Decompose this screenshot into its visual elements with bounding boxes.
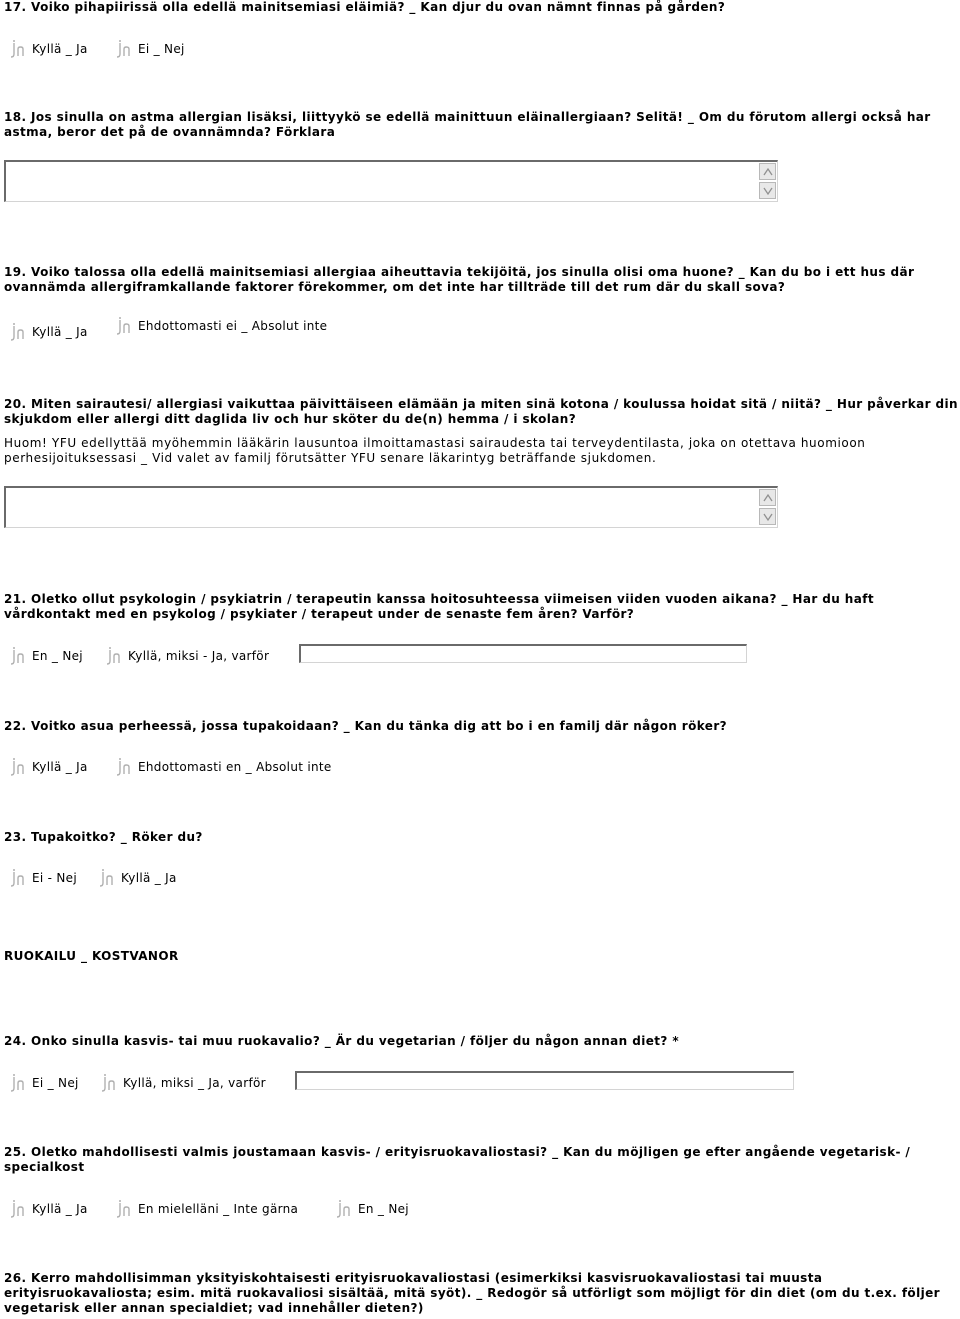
option-label: Kyllä _ Ja xyxy=(32,1202,88,1216)
option-label: Kyllä _ Ja xyxy=(32,760,88,774)
scroll-down-arrow-icon[interactable] xyxy=(759,182,776,199)
option-label: En _ Nej xyxy=(358,1202,409,1216)
option-label: Ehdottomasti ei _ Absolut inte xyxy=(138,318,328,333)
radio-button-icon[interactable] xyxy=(8,646,28,666)
radio-button-icon[interactable] xyxy=(8,39,28,59)
question-23: 23. Tupakoitko? _ Röker du? xyxy=(4,830,203,844)
radio-button-icon[interactable] xyxy=(334,1199,354,1219)
option-label: Kyllä _ Ja xyxy=(121,871,177,885)
radio-button-icon[interactable] xyxy=(114,757,134,777)
radio-button-icon[interactable] xyxy=(8,322,28,342)
health-note: Huom! YFU edellyttää myöhemmin lääkärin lausuntoa ilmoittamastasi sairaudesta tai terveydentilasta, joka on otettava huomioon perhesijoituksessasi _ Vid valet av familj förutsätter YFU senare läkarintyg beträffande sjukdomen. xyxy=(4,436,866,465)
reason-input-q24[interactable] xyxy=(295,1071,794,1090)
radio-button-icon[interactable] xyxy=(8,1199,28,1219)
radio-button-icon[interactable] xyxy=(99,1073,119,1093)
scroll-up-arrow-icon[interactable] xyxy=(759,163,776,180)
question-19: 19. Voiko talossa olla edellä mainitsemiasi allergiaa aiheuttavia tekijöitä, jos sinulla olisi oma huone? _ Kan du bo i ett hus där ovannämda allergiframkallande faktorer förekommer, om det inte har tillträde till det rum där du skall sova? xyxy=(4,265,915,294)
scroll-down-arrow-icon[interactable] xyxy=(759,508,776,525)
option-q19-absolutely-not[interactable] xyxy=(114,316,328,336)
option-label: Ei _ Nej xyxy=(32,1076,79,1090)
question-18: 18. Jos sinulla on astma allergian lisäksi, liittyykö se edellä mainittuun eläinallergiaan? Selitä! _ Om du förutom allergi också har astma, beror det på de ovannämnda? Förklara xyxy=(4,110,931,139)
question-25: 25. Oletko mahdollisesti valmis joustamaan kasvis- / erityisruokavaliostasi? _ Kan du möjligen ge efter angående vegetarisk- / specialkost xyxy=(4,1145,911,1174)
option-q25-no[interactable] xyxy=(334,1199,409,1219)
answer-textarea-q18[interactable] xyxy=(4,160,778,202)
option-label: Ehdottomasti en _ Absolut inte xyxy=(138,760,332,774)
option-label: Kyllä _ Ja xyxy=(32,325,88,339)
option-label: Kyllä, miksi _ Ja, varför xyxy=(123,1076,266,1090)
question-17: 17. Voiko pihapiirissä olla edellä mainitsemiasi eläimiä? _ Kan djur du ovan nämnt finnas på gården? xyxy=(4,0,726,14)
section-heading-food-habits: RUOKAILU _ KOSTVANOR xyxy=(4,949,179,963)
option-q24-yes-why[interactable] xyxy=(99,1073,266,1093)
option-q23-no[interactable] xyxy=(8,868,77,888)
option-label: Kyllä, miksi - Ja, varför xyxy=(128,649,270,663)
option-q24-no[interactable] xyxy=(8,1073,79,1093)
radio-button-icon[interactable] xyxy=(104,646,124,666)
option-q21-yes-why[interactable] xyxy=(104,646,269,666)
option-label: Ei _ Nej xyxy=(138,42,185,56)
option-q25-yes[interactable] xyxy=(8,1199,88,1219)
question-20: 20. Miten sairautesi/ allergiasi vaikuttaa päivittäiseen elämään ja miten sinä kotona / koulussa hoidat sitä / niitä? _ Hur påverkar din skjukdom eller allergi ditt daglida liv och hur sköter du de(n) hemma / i skolan? xyxy=(4,397,958,426)
option-q23-yes[interactable] xyxy=(97,868,177,888)
option-label: En _ Nej xyxy=(32,649,83,663)
radio-button-icon[interactable] xyxy=(8,757,28,777)
option-q19-yes[interactable] xyxy=(8,322,88,342)
radio-button-icon[interactable] xyxy=(114,1199,134,1219)
radio-button-icon[interactable] xyxy=(97,868,117,888)
answer-textarea-q20[interactable] xyxy=(4,486,778,528)
radio-button-icon[interactable] xyxy=(8,868,28,888)
question-21: 21. Oletko ollut psykologin / psykiatrin / terapeutin kanssa hoitosuhteessa viimeisen viiden vuoden aikana? _ Har du haft vårdkontakt med en psykolog / psykiater / terapeut under de senaste fem åren? Varför? xyxy=(4,592,874,621)
radio-button-icon[interactable] xyxy=(8,1073,28,1093)
question-22: 22. Voitko asua perheessä, jossa tupakoidaan? _ Kan du tänka dig att bo i en familj där någon röker? xyxy=(4,719,728,733)
question-26: 26. Kerro mahdollisimman yksityiskohtaisesti erityisruokavaliostasi (esimerkiksi kasvisruokavaliostasi tai muusta erityisruokavaliosta; esim. mitä ruokavaliosi sisältää, mitä syöt). _ Redogör så utförligt som möjligt för din diet (om du t.ex. följer vegetarisk eller annan specialdiet; vad innehåller dieten?) xyxy=(4,1271,940,1315)
scroll-up-arrow-icon[interactable] xyxy=(759,489,776,506)
question-24: 24. Onko sinulla kasvis- tai muu ruokavalio? _ Är du vegetarian / följer du någon annan diet? * xyxy=(4,1034,679,1048)
option-label: Kyllä _ Ja xyxy=(32,42,88,56)
option-q17-no[interactable] xyxy=(114,39,185,59)
option-label: En mielelläni _ Inte gärna xyxy=(138,1202,299,1216)
radio-button-icon[interactable] xyxy=(114,316,134,336)
option-q25-not-gladly[interactable] xyxy=(114,1199,298,1219)
option-q22-yes[interactable] xyxy=(8,757,88,777)
option-label: Ei - Nej xyxy=(32,871,77,885)
option-q17-yes[interactable] xyxy=(8,39,88,59)
reason-input-q21[interactable] xyxy=(299,644,747,663)
radio-button-icon[interactable] xyxy=(114,39,134,59)
option-q21-no[interactable] xyxy=(8,646,83,666)
option-q22-absolutely-not[interactable] xyxy=(114,757,332,777)
